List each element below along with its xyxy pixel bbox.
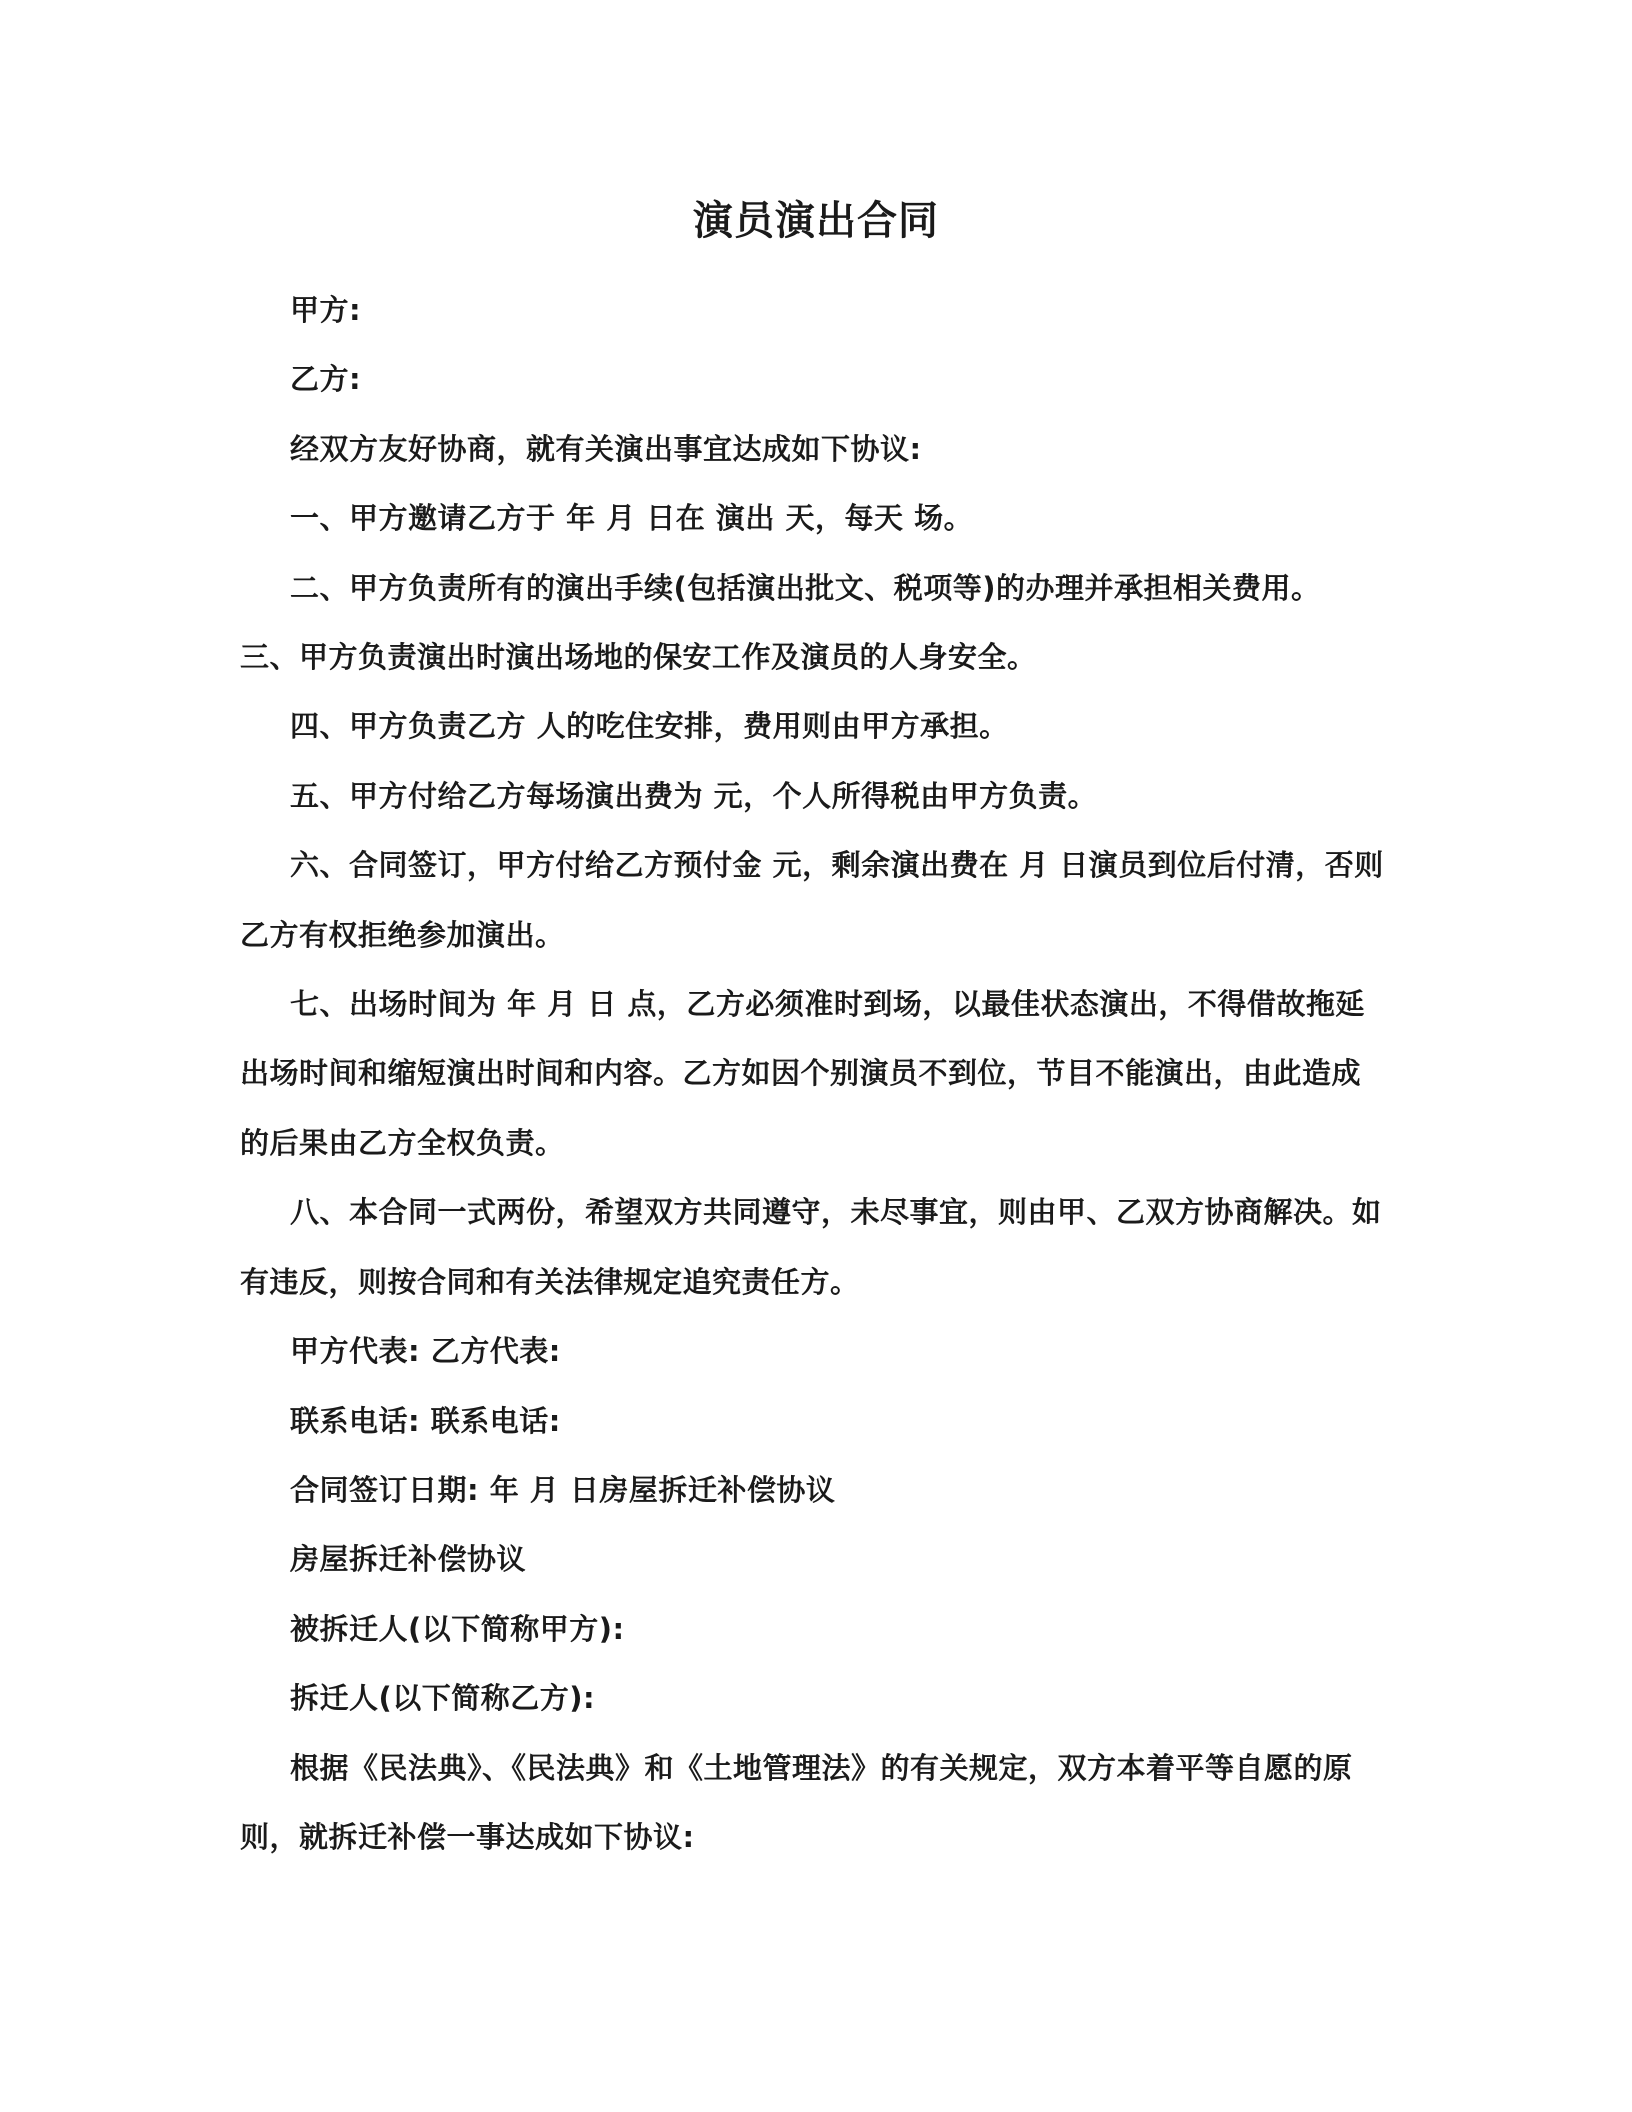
clause-5: 五、甲方付给乙方每场演出费为 元，个人所得税由甲方负责。 <box>290 778 1098 813</box>
party-b-line: 乙方: <box>290 362 362 397</box>
legal-basis-paragraph: 根据《民法典》、《民法典》和《土地管理法》的有关规定，双方本着平等自愿的原则，就拆迁补偿一事达成如下协议: <box>240 1750 1353 1854</box>
party-a-line: 甲方: <box>290 293 362 327</box>
document-title: 演员演出合同 <box>693 198 939 244</box>
demolisher-party-line: 拆迁人(以下简称乙方): <box>290 1681 596 1716</box>
clause-4: 四、甲方负责乙方 人的吃住安排，费用则由甲方承担。 <box>290 709 1009 744</box>
demolished-party-line: 被拆迁人(以下简称甲方): <box>290 1611 625 1646</box>
document-body <box>240 276 1390 1872</box>
phone-line: 联系电话: 联系电话: <box>290 1403 561 1438</box>
clause-1: 一、甲方邀请乙方于 年 月 日在 演出 天，每天 场。 <box>290 501 974 536</box>
clause-7: 七、出场时间为 年 月 日 点，乙方必须准时到场，以最佳状态演出，不得借故拖延出场时间和缩短演出时间和内容。乙方如因个别演员不到位，节目不能演出，由此造成的后果由乙方全权负责。 <box>240 987 1365 1160</box>
second-agreement-title: 房屋拆迁补偿协议 <box>290 1542 527 1577</box>
clause-6: 六、合同签订，甲方付给乙方预付金 元，剩余演出费在 月 日演员到位后付清，否则乙方有权拒绝参加演出。 <box>240 848 1384 952</box>
representatives-line: 甲方代表: 乙方代表: <box>290 1334 561 1369</box>
clause-8: 八、本合同一式两份，希望双方共同遵守，未尽事宜，则由甲、乙双方协商解决。如有违反，则按合同和有关法律规定追究责任方。 <box>240 1195 1382 1299</box>
agreement-intro: 经双方友好协商，就有关演出事宜达成如下协议: <box>290 431 922 466</box>
sign-date-line: 合同签订日期: 年 月 日房屋拆迁补偿协议 <box>290 1472 836 1507</box>
clause-2-3: 二、甲方负责所有的演出手续(包括演出批文、税项等)的办理并承担相关费用。 三、甲方负责演出时演出场地的保安工作及演员的人身安全。 <box>240 570 1321 675</box>
